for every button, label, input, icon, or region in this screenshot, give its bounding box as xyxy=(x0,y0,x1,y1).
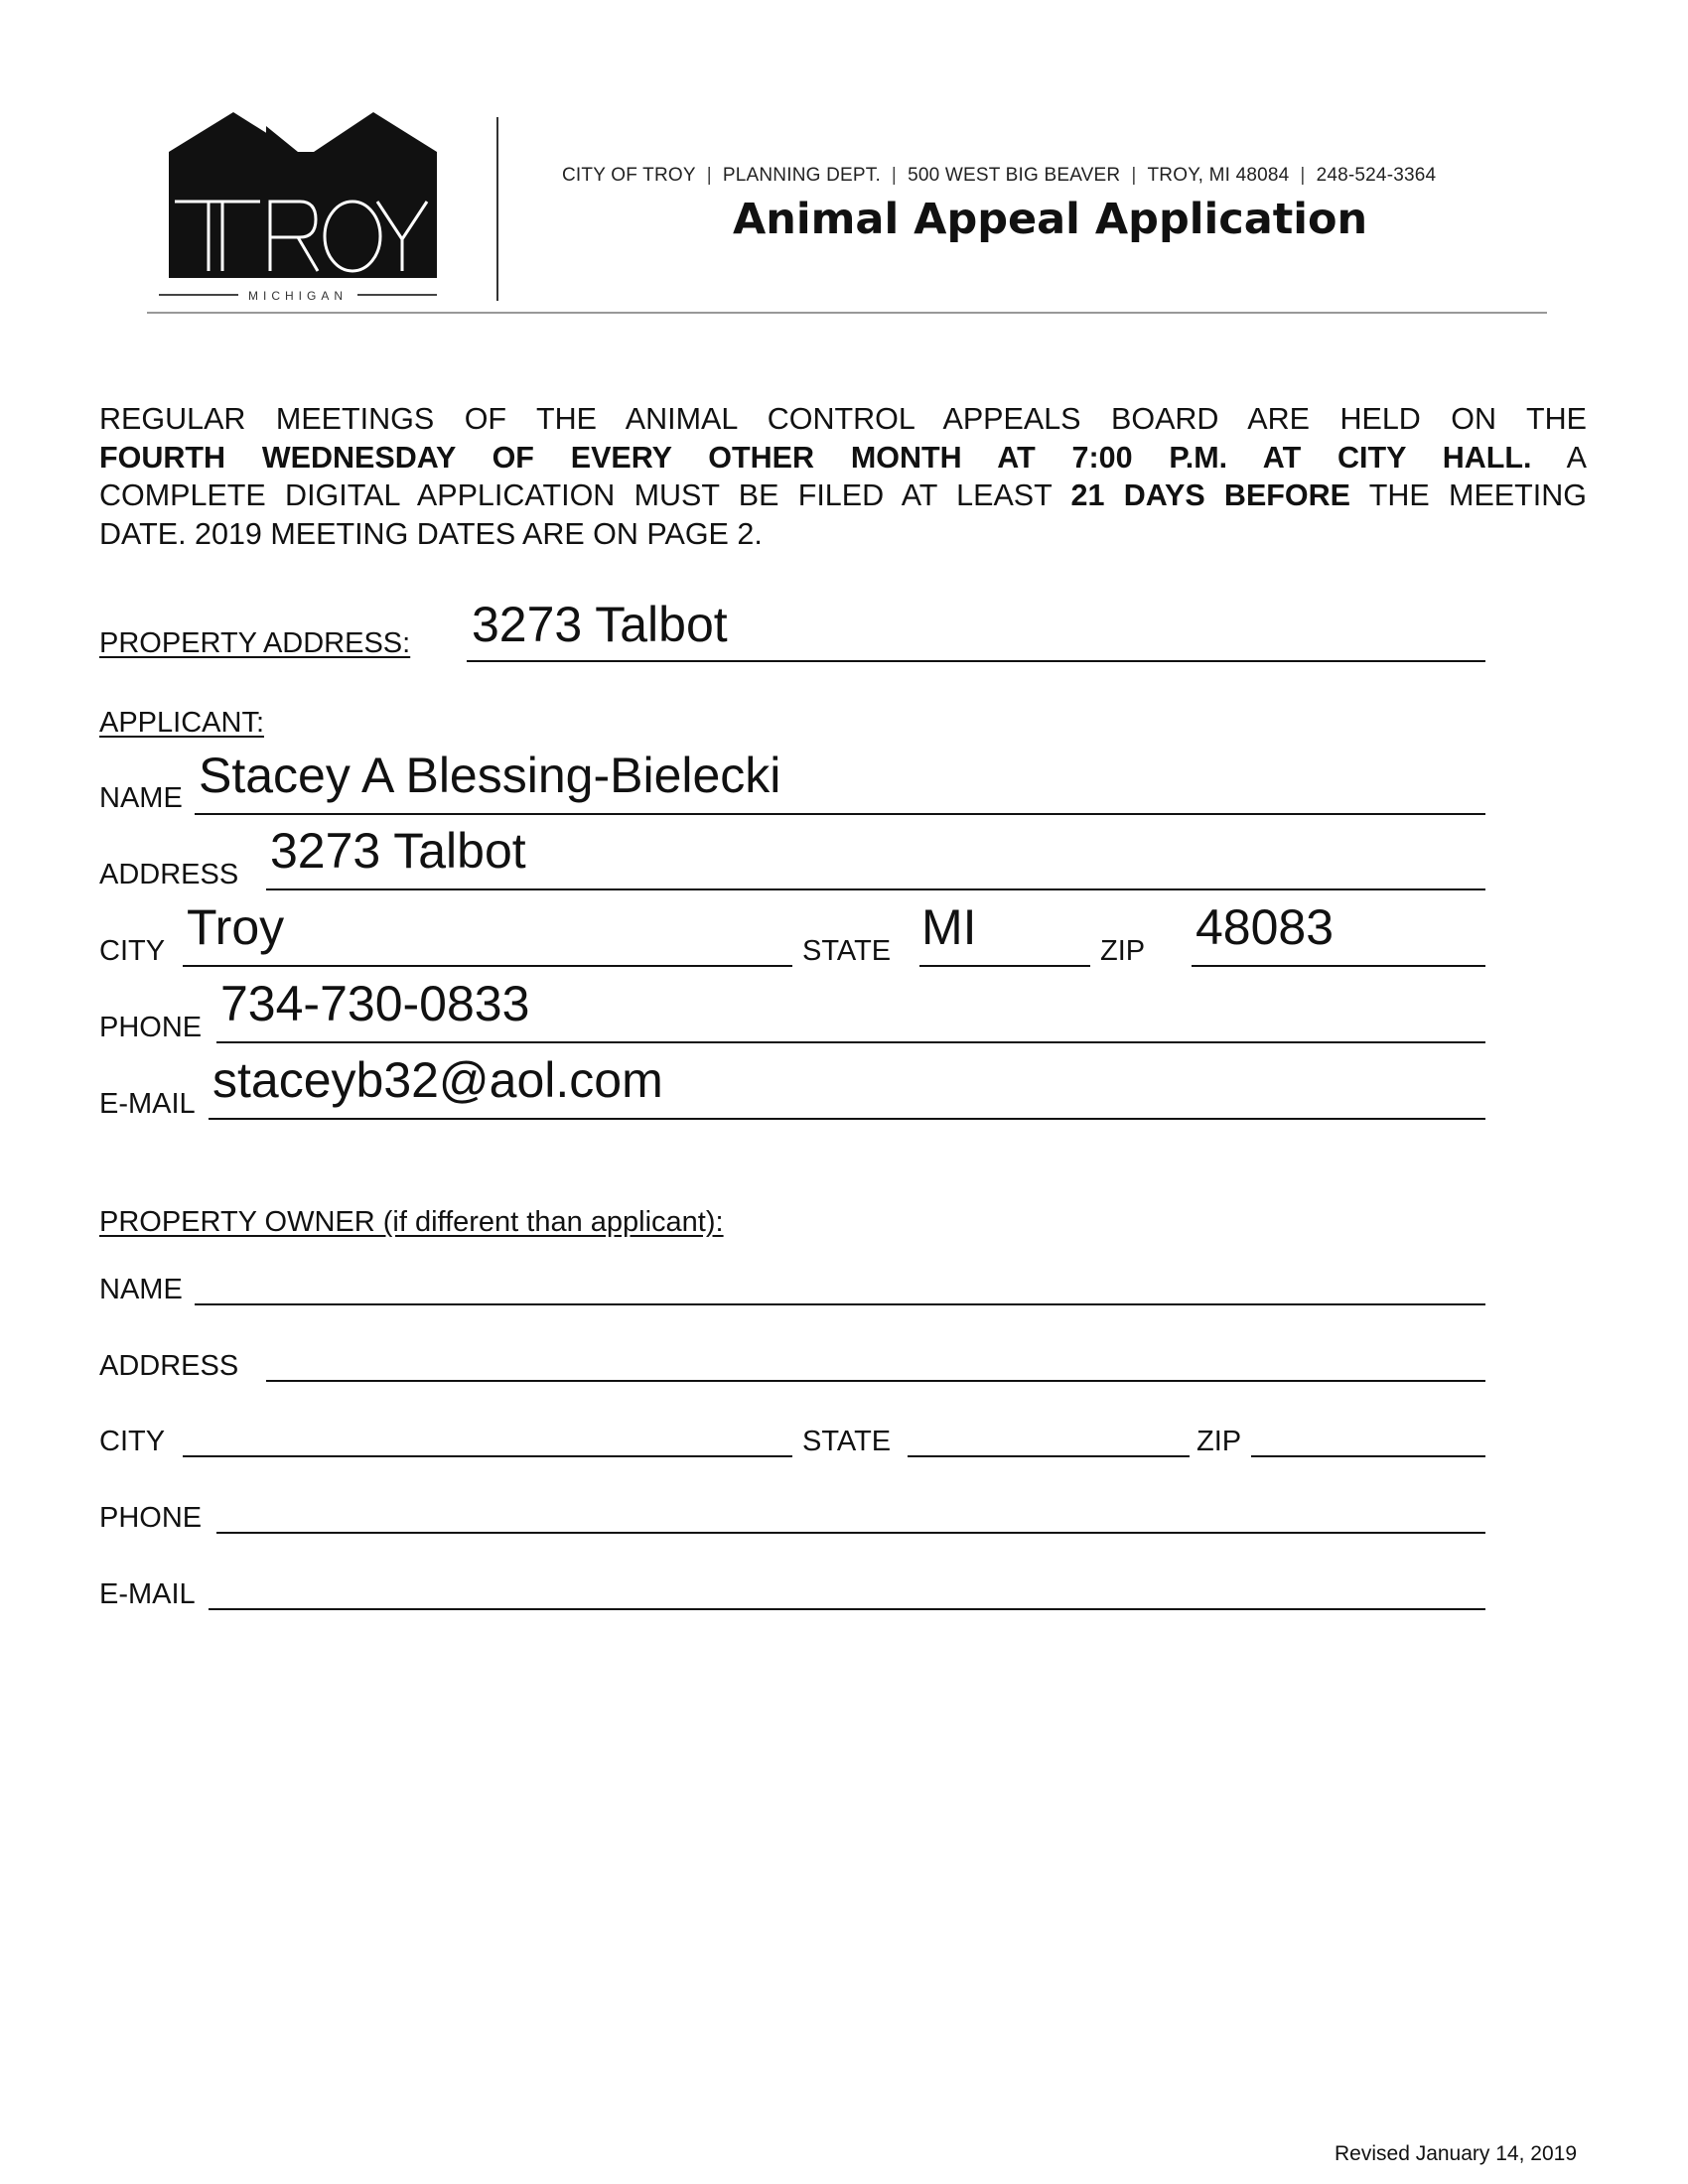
intro-line-4: DATE. 2019 MEETING DATES ARE ON PAGE 2. xyxy=(99,516,763,551)
contact-citystate: TROY, MI 48084 xyxy=(1147,165,1290,186)
intro-bold-schedule: FOURTH WEDNESDAY OF EVERY OTHER MONTH AT xyxy=(99,440,1036,475)
contact-separator: | xyxy=(891,165,898,186)
applicant-state-label: STATE xyxy=(802,935,892,967)
intro-line-3 xyxy=(99,477,1587,515)
contact-separator: | xyxy=(706,165,712,186)
property-address-line xyxy=(467,660,1485,662)
troy-michigan-logo xyxy=(139,104,457,303)
applicant-state-line xyxy=(919,965,1090,967)
applicant-address-field[interactable]: 3273 Talbot xyxy=(270,823,526,879)
header-divider xyxy=(496,117,498,301)
applicant-name-label: NAME xyxy=(99,782,183,814)
owner-heading: PROPERTY OWNER (if different than applicant): xyxy=(99,1206,724,1238)
header-contact-line xyxy=(562,165,1535,187)
contact-street: 500 WEST BIG BEAVER xyxy=(908,165,1121,186)
applicant-city-label: CITY xyxy=(99,935,166,967)
intro-line-3-a: COMPLETE DIGITAL APPLICATION MUST BE FILED AT LEAST xyxy=(99,478,1053,512)
owner-phone-field[interactable] xyxy=(216,1532,1485,1534)
revision-date: Revised January 14, 2019 xyxy=(1335,2142,1577,2165)
owner-phone-label: PHONE xyxy=(99,1502,203,1534)
contact-city: CITY OF TROY xyxy=(562,165,696,186)
intro-line-1: REGULAR MEETINGS OF THE ANIMAL CONTROL APPEALS BOARD ARE HELD ON THE xyxy=(99,402,1587,436)
owner-city-field[interactable] xyxy=(183,1455,792,1457)
applicant-phone-line xyxy=(216,1041,1485,1043)
applicant-email-label: E-MAIL xyxy=(99,1088,196,1120)
applicant-state-field[interactable]: MI xyxy=(921,899,977,955)
applicant-email-field[interactable]: staceyb32@aol.com xyxy=(212,1052,663,1108)
applicant-name-field[interactable]: Stacey A Blessing-Bielecki xyxy=(199,748,781,803)
contact-separator: | xyxy=(1300,165,1306,186)
intro-bold-deadline: 21 DAYS BEFORE xyxy=(1070,478,1351,512)
intro-line-3-b: THE MEETING xyxy=(1368,478,1587,512)
applicant-phone-field[interactable]: 734-730-0833 xyxy=(220,976,530,1031)
applicant-phone-label: PHONE xyxy=(99,1012,203,1043)
intro-line-2-end: A xyxy=(1566,440,1587,475)
owner-zip-field[interactable] xyxy=(1251,1455,1485,1457)
owner-state-field[interactable] xyxy=(908,1455,1190,1457)
owner-name-field[interactable] xyxy=(195,1303,1485,1305)
applicant-address-line xyxy=(266,888,1485,890)
owner-city-label: CITY xyxy=(99,1426,166,1457)
owner-address-label: ADDRESS xyxy=(99,1350,239,1382)
property-address-field[interactable]: 3273 Talbot xyxy=(472,597,728,652)
owner-email-label: E-MAIL xyxy=(99,1578,196,1610)
contact-separator: | xyxy=(1131,165,1137,186)
applicant-name-line xyxy=(195,813,1485,815)
applicant-zip-line xyxy=(1192,965,1485,967)
owner-name-label: NAME xyxy=(99,1274,183,1305)
applicant-zip-field[interactable]: 48083 xyxy=(1196,899,1335,955)
property-address-label: PROPERTY ADDRESS: xyxy=(99,627,411,659)
meeting-info-paragraph xyxy=(99,400,1587,553)
applicant-zip-label: ZIP xyxy=(1100,935,1146,967)
applicant-address-label: ADDRESS xyxy=(99,859,239,890)
owner-address-field[interactable] xyxy=(266,1380,1485,1382)
logo-subtext: MICHIGAN xyxy=(248,289,348,303)
intro-line-2 xyxy=(99,439,1587,478)
header-rule xyxy=(147,312,1547,314)
owner-email-field[interactable] xyxy=(209,1608,1485,1610)
contact-dept: PLANNING DEPT. xyxy=(722,165,881,186)
applicant-city-field[interactable]: Troy xyxy=(187,899,285,955)
applicant-email-line xyxy=(209,1118,1485,1120)
owner-zip-label: ZIP xyxy=(1196,1426,1242,1457)
applicant-heading: APPLICANT: xyxy=(99,707,264,739)
applicant-city-line xyxy=(183,965,792,967)
owner-state-label: STATE xyxy=(802,1426,892,1457)
contact-phone: 248-524-3364 xyxy=(1316,165,1437,186)
intro-bold-time: 7:00 P.M. AT CITY HALL. xyxy=(1071,440,1532,475)
document-title: Animal Appeal Application xyxy=(733,195,1368,244)
